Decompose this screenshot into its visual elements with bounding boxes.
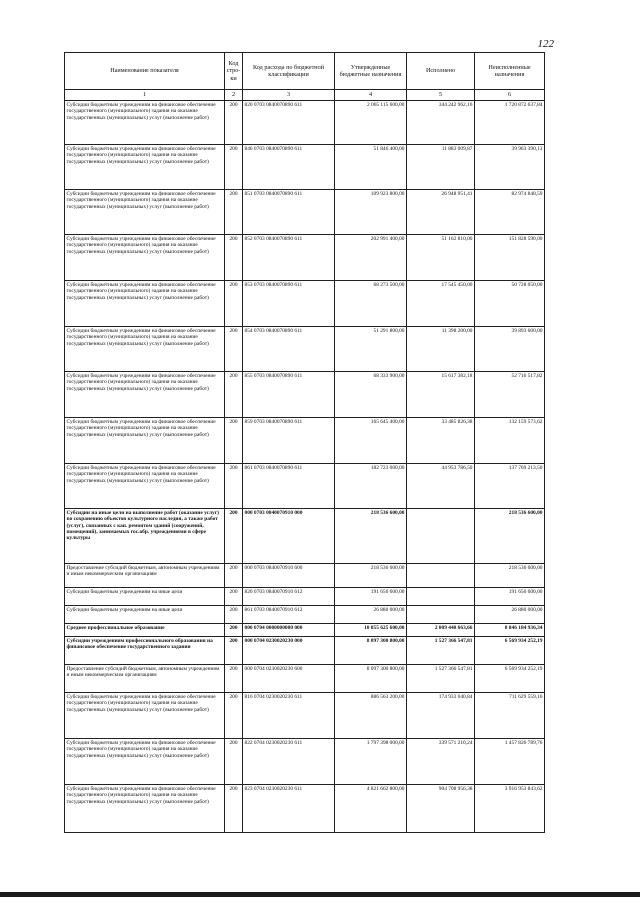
row-line: 200 xyxy=(225,327,243,372)
row-line: 200 xyxy=(225,190,243,235)
row-executed: 11 883 009,87 xyxy=(407,145,475,190)
row-name: Предоставление субсидий бюджетным, автономным учреждениям и иным некоммерческим организациям xyxy=(65,564,225,588)
row-remaining: 50 728 050,00 xyxy=(475,281,545,327)
row-code: 000 0704 0000000000 000 xyxy=(243,624,335,637)
row-line: 200 xyxy=(225,693,243,739)
table-row xyxy=(65,606,545,624)
table-row xyxy=(65,190,545,235)
row-remaining: 8 846 184 936,34 xyxy=(475,624,545,637)
row-name: Субсидии бюджетным учреждениям на финансовое обеспечение государственного (муниципального) задания на оказание государственных (муниципальных) услуг (выполнение работ) xyxy=(65,418,225,464)
row-executed: 174 933 640,84 xyxy=(407,693,475,739)
row-approved: 68 273 500,00 xyxy=(335,281,407,327)
row-line: 200 xyxy=(225,235,243,281)
row-code: 855 0703 0840070890 611 xyxy=(243,372,335,418)
row-name: Субсидии бюджетным учреждениям на финансовое обеспечение государственного (муниципального) задания на оказание государственных (муниципальных) услуг (выполнение работ) xyxy=(65,281,225,327)
row-name: Субсидии на иные цели на выполнение работ (оказание услуг) по сохранению объектов культурного наследия, а также работ (услуг), связанных с кап. ремонтом зданий (сооружений, помещений), занимаемых гос.обр. учреждениями в сфере культуры xyxy=(65,509,225,564)
row-approved: 2 065 115 600,00 xyxy=(335,101,407,145)
row-name: Субсидии учреждениям профессионального образования на финансовое обеспечение государственного задания xyxy=(65,637,225,665)
row-remaining: 82 974 848,59 xyxy=(475,190,545,235)
row-code: 820 0703 0840070910 612 xyxy=(243,588,335,606)
row-remaining: 6 569 934 252,19 xyxy=(475,665,545,693)
row-executed: 1 527 366 547,81 xyxy=(407,665,475,693)
row-approved: 1 797 398 000,00 xyxy=(335,739,407,785)
table-row xyxy=(65,564,545,588)
table-row xyxy=(65,693,545,739)
header-executed: Исполнено xyxy=(407,53,475,90)
row-approved: 51 291 800,00 xyxy=(335,327,407,372)
row-approved: 10 855 625 600,00 xyxy=(335,624,407,637)
row-line: 200 xyxy=(225,464,243,509)
row-remaining: 1 457 826 789,76 xyxy=(475,739,545,785)
table-row xyxy=(65,145,545,190)
row-remaining: 1 720 872 637,84 xyxy=(475,101,545,145)
row-executed: 904 708 956,38 xyxy=(407,785,475,833)
row-name: Субсидии бюджетным учреждениям на финансовое обеспечение государственного (муниципального) задания на оказание государственных (муниципальных) услуг (выполнение работ) xyxy=(65,372,225,418)
row-executed xyxy=(407,606,475,624)
row-approved: 8 097 300 800,00 xyxy=(335,637,407,665)
page-bottom-edge xyxy=(0,892,640,897)
table-row xyxy=(65,739,545,785)
row-line: 200 xyxy=(225,624,243,637)
row-executed xyxy=(407,509,475,564)
row-code: 851 0703 0840070890 611 xyxy=(243,190,335,235)
row-executed: 11 398 200,00 xyxy=(407,327,475,372)
header-line-code: Код стро-ки xyxy=(225,53,243,90)
row-name: Субсидии бюджетным учреждениям на финансовое обеспечение государственного (муниципального) задания на оказание государственных (муниципальных) услуг (выполнение работ) xyxy=(65,101,225,145)
table-row xyxy=(65,624,545,637)
row-line: 200 xyxy=(225,739,243,785)
row-code: 000 0704 0230020230 600 xyxy=(243,665,335,693)
row-approved: 191 656 600,00 xyxy=(335,588,407,606)
row-approved: 202 991 400,00 xyxy=(335,235,407,281)
row-name: Субсидии бюджетным учреждениям на финансовое обеспечение государственного (муниципального) задания на оказание государственных (муниципальных) услуг (выполнение работ) xyxy=(65,190,225,235)
row-name: Субсидии бюджетным учреждениям на финансовое обеспечение государственного (муниципального) задания на оказание государственных (муниципальных) услуг (выполнение работ) xyxy=(65,464,225,509)
row-code: 861 0703 0840070890 611 xyxy=(243,464,335,509)
header-expense-code: Код расхода по бюджетной классификации xyxy=(243,53,335,90)
row-executed: 1 527 366 547,81 xyxy=(407,637,475,665)
row-remaining: 132 159 573,62 xyxy=(475,418,545,464)
row-code: 854 0703 0840070890 611 xyxy=(243,327,335,372)
table-row xyxy=(65,372,545,418)
row-executed: 17 545 450,00 xyxy=(407,281,475,327)
row-remaining: 137 769 213,50 xyxy=(475,464,545,509)
header-approved: Утвержденные бюджетные назначения xyxy=(335,53,407,90)
row-remaining: 711 629 559,16 xyxy=(475,693,545,739)
row-code: 822 0704 0230020230 611 xyxy=(243,739,335,785)
row-remaining: 3 916 953 843,62 xyxy=(475,785,545,833)
row-remaining: 218 536 600,00 xyxy=(475,564,545,588)
row-executed: 51 162 810,00 xyxy=(407,235,475,281)
row-line: 200 xyxy=(225,785,243,833)
header-number: 3 xyxy=(243,90,335,101)
table-row xyxy=(65,509,545,564)
row-line: 200 xyxy=(225,145,243,190)
header-row xyxy=(65,53,545,90)
table-row xyxy=(65,101,545,145)
row-code: 823 0704 0230020230 611 xyxy=(243,785,335,833)
row-approved: 26 880 000,00 xyxy=(335,606,407,624)
row-line: 200 xyxy=(225,637,243,665)
row-line: 200 xyxy=(225,101,243,145)
table-row xyxy=(65,665,545,693)
row-line: 200 xyxy=(225,606,243,624)
header-number: 5 xyxy=(407,90,475,101)
header-indicator-name: Наименование показателя xyxy=(65,53,225,90)
table-row xyxy=(65,327,545,372)
row-name: Субсидии бюджетным учреждениям на иные цели xyxy=(65,588,225,606)
budget-execution-table xyxy=(64,52,545,833)
row-executed: 26 948 951,41 xyxy=(407,190,475,235)
row-approved: 68 333 900,00 xyxy=(335,372,407,418)
row-executed: 15 617 382,18 xyxy=(407,372,475,418)
row-remaining: 39 893 600,00 xyxy=(475,327,545,372)
row-remaining: 39 963 390,13 xyxy=(475,145,545,190)
row-executed xyxy=(407,564,475,588)
row-executed: 2 009 440 663,66 xyxy=(407,624,475,637)
row-name: Предоставление субсидий бюджетным, автономным учреждениям и иным некоммерческим организациям xyxy=(65,665,225,693)
row-approved: 886 563 200,00 xyxy=(335,693,407,739)
header-number: 6 xyxy=(475,90,545,101)
row-code: 820 0703 0840070890 611 xyxy=(243,101,335,145)
row-approved: 218 536 600,00 xyxy=(335,564,407,588)
row-executed xyxy=(407,588,475,606)
row-name: Субсидии бюджетным учреждениям на финансовое обеспечение государственного (муниципального) задания на оказание государственных (муниципальных) услуг (выполнение работ) xyxy=(65,785,225,833)
row-code: 000 0704 0230020230 000 xyxy=(243,637,335,665)
row-name: Субсидии бюджетным учреждениям на иные цели xyxy=(65,606,225,624)
page-number: 122 xyxy=(537,38,554,50)
row-name: Субсидии бюджетным учреждениям на финансовое обеспечение государственного (муниципального) задания на оказание государственных (муниципальных) услуг (выполнение работ) xyxy=(65,693,225,739)
table-row xyxy=(65,235,545,281)
table-body xyxy=(65,101,545,833)
row-executed: 344 242 962,16 xyxy=(407,101,475,145)
table-row xyxy=(65,464,545,509)
row-remaining: 218 536 600,00 xyxy=(475,509,545,564)
row-code: 852 0703 0840070890 611 xyxy=(243,235,335,281)
row-approved: 8 097 300 800,00 xyxy=(335,665,407,693)
row-approved: 4 821 662 800,00 xyxy=(335,785,407,833)
row-code: 861 0703 0840070910 612 xyxy=(243,606,335,624)
table-row xyxy=(65,281,545,327)
row-code: 816 0704 0230020230 611 xyxy=(243,693,335,739)
row-line: 200 xyxy=(225,665,243,693)
row-name: Субсидии бюджетным учреждениям на финансовое обеспечение государственного (муниципального) задания на оказание государственных (муниципальных) услуг (выполнение работ) xyxy=(65,327,225,372)
header-number: 4 xyxy=(335,90,407,101)
row-name: Субсидии бюджетным учреждениям на финансовое обеспечение государственного (муниципального) задания на оказание государственных (муниципальных) услуг (выполнение работ) xyxy=(65,235,225,281)
row-code: 846 0703 0840070890 611 xyxy=(243,145,335,190)
row-code: 000 0703 0840070910 000 xyxy=(243,509,335,564)
row-approved: 218 536 600,00 xyxy=(335,509,407,564)
row-line: 200 xyxy=(225,564,243,588)
table-row xyxy=(65,637,545,665)
row-remaining: 191 656 600,00 xyxy=(475,588,545,606)
row-remaining: 26 880 000,00 xyxy=(475,606,545,624)
row-line: 200 xyxy=(225,281,243,327)
header-remaining: Неисполненные назначения xyxy=(475,53,545,90)
row-executed: 33 485 826,38 xyxy=(407,418,475,464)
row-approved: 165 645 400,00 xyxy=(335,418,407,464)
row-remaining: 6 569 934 252,19 xyxy=(475,637,545,665)
row-line: 200 xyxy=(225,588,243,606)
row-line: 200 xyxy=(225,509,243,564)
row-name: Среднее профессиональное образование xyxy=(65,624,225,637)
row-executed: 44 953 786,50 xyxy=(407,464,475,509)
header-number-row xyxy=(65,90,545,101)
table-row xyxy=(65,588,545,606)
row-name: Субсидии бюджетным учреждениям на финансовое обеспечение государственного (муниципального) задания на оказание государственных (муниципальных) услуг (выполнение работ) xyxy=(65,145,225,190)
header-number: 2 xyxy=(225,90,243,101)
table-row xyxy=(65,418,545,464)
row-code: 853 0703 0840070890 611 xyxy=(243,281,335,327)
row-line: 200 xyxy=(225,418,243,464)
row-code: 859 0703 0840070890 611 xyxy=(243,418,335,464)
row-approved: 51 846 400,00 xyxy=(335,145,407,190)
row-code: 000 0703 0840070910 600 xyxy=(243,564,335,588)
row-approved: 109 923 800,00 xyxy=(335,190,407,235)
row-remaining: 52 716 517,82 xyxy=(475,372,545,418)
row-approved: 182 723 000,00 xyxy=(335,464,407,509)
table-row xyxy=(65,785,545,833)
row-remaining: 151 828 590,00 xyxy=(475,235,545,281)
row-name: Субсидии бюджетным учреждениям на финансовое обеспечение государственного (муниципального) задания на оказание государственных (муниципальных) услуг (выполнение работ) xyxy=(65,739,225,785)
header-number: 1 xyxy=(65,90,225,101)
row-executed: 339 571 210,24 xyxy=(407,739,475,785)
row-line: 200 xyxy=(225,372,243,418)
